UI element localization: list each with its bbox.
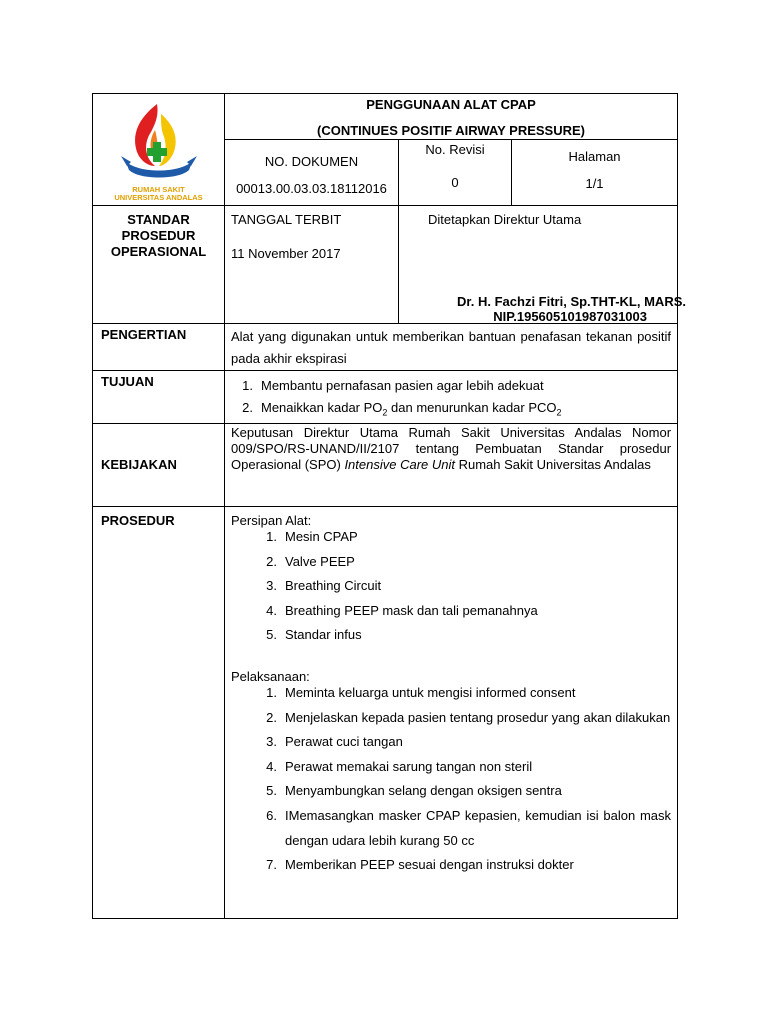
signer-name: Dr. H. Fachzi Fitri, Sp.THT-KL, MARS. xyxy=(457,294,686,309)
list-item-number: 5. xyxy=(266,627,277,643)
list-item xyxy=(249,755,671,780)
hospital-logo xyxy=(93,98,224,202)
document-subtitle: (CONTINUES POSITIF AIRWAY PRESSURE) xyxy=(317,123,586,138)
list-item-number: 2. xyxy=(266,553,277,569)
revision-label: No. Revisi xyxy=(425,142,485,157)
list-item-text: Perawat cuci tangan xyxy=(285,734,403,750)
list-item-number: 5. xyxy=(266,783,277,799)
logo-line2: UNIVERSITAS ANDALAS xyxy=(114,192,203,202)
list-item-number: 7. xyxy=(266,857,277,873)
list-item xyxy=(249,681,671,706)
list-item xyxy=(249,550,671,575)
doc-number-label: NO. DOKUMEN xyxy=(264,154,359,169)
pelaksanaan-list xyxy=(249,681,671,878)
approved-by-label: Ditetapkan Direktur Utama xyxy=(428,212,582,227)
logo-line1: RUMAH SAKIT xyxy=(132,184,185,194)
persiapan-title: Persipan Alat: xyxy=(231,513,312,528)
list-item-text: Valve PEEP xyxy=(285,553,355,569)
list-item xyxy=(225,397,671,419)
issue-date-value: 11 November 2017 xyxy=(231,246,341,261)
page-cell xyxy=(512,140,678,206)
list-item xyxy=(249,706,671,731)
tujuan-list xyxy=(225,371,678,424)
list-item-number: 2. xyxy=(242,400,253,415)
list-item-text: Menjelaskan kepada pasien tentang prosedur yang akan dilakukan xyxy=(285,709,671,725)
issue-date-cell xyxy=(225,206,399,324)
list-item-text: Menyambungkan selang dengan oksigen sentra xyxy=(285,783,562,799)
list-item xyxy=(249,730,671,755)
spo-document xyxy=(92,93,686,919)
tujuan-label: TUJUAN xyxy=(93,371,225,424)
list-item xyxy=(225,375,671,397)
list-item-text: Membantu pernafasan pasien agar lebih adekuat xyxy=(261,378,544,393)
list-item-number: 1. xyxy=(266,529,277,544)
list-item xyxy=(249,574,671,599)
list-item-text: Breathing Circuit xyxy=(285,578,382,594)
kebijakan-text-b: Rumah Sakit Universitas Andalas xyxy=(455,457,651,472)
tujuan-2-sub2: 2 xyxy=(556,407,562,418)
kebijakan-text-a: Keputusan Direktur Utama Rumah Sakit Universitas Andalas Nomor 009/SPO/RS-UNAND/II/2107 tentang Pembuatan Standar prosedur Operasional (SPO) xyxy=(231,425,672,472)
spo-label-line3: OPERASIONAL xyxy=(110,244,207,259)
list-item-number: 4. xyxy=(266,602,277,618)
list-item xyxy=(249,804,671,853)
spo-label-cell xyxy=(93,206,225,324)
kebijakan-text-italic: Intensive Care Unit xyxy=(344,457,455,472)
prosedur-content xyxy=(225,507,678,919)
persiapan-list xyxy=(249,525,671,648)
list-item-text: Meminta keluarga untuk mengisi informed consent xyxy=(285,684,576,700)
logo-cell xyxy=(93,94,225,206)
flame-cross-logo-icon xyxy=(117,100,201,186)
list-item-text: Memberikan PEEP sesuai dengan instruksi dokter xyxy=(285,857,574,873)
list-item-number: 1. xyxy=(242,378,253,393)
list-item-number: 6. xyxy=(266,807,277,823)
list-item-text: IMemasangkan masker CPAP kepasien, kemudian isi balon mask dengan udara lebih kurang 50 cc xyxy=(285,807,672,848)
pengertian-label: PENGERTIAN xyxy=(93,324,225,371)
list-item-number: 2. xyxy=(266,709,277,725)
list-item xyxy=(249,779,671,804)
document-title-cell xyxy=(225,94,678,140)
list-item-text: Breathing PEEP mask dan tali pemanahnya xyxy=(285,602,538,618)
doc-number-value: 00013.00.03.03.18112016 xyxy=(236,181,387,196)
list-item xyxy=(249,623,671,648)
list-item xyxy=(249,599,671,624)
page-value: 1/1 xyxy=(585,176,604,191)
list-item-text: Perawat memakai sarung tangan non steril xyxy=(285,758,533,774)
approval-cell xyxy=(399,206,686,324)
tujuan-2-a: Menaikkan kadar PO xyxy=(261,400,383,415)
list-item-number: 4. xyxy=(266,758,277,774)
issue-date-label: TANGGAL TERBIT xyxy=(231,212,342,227)
list-item-text xyxy=(261,397,671,419)
signer-nip: NIP.195605101987031003 xyxy=(493,309,647,324)
list-item-text: Mesin CPAP xyxy=(285,529,358,544)
list-item-number: 1. xyxy=(266,684,277,700)
document-title: PENGGUNAAN ALAT CPAP xyxy=(366,97,536,112)
prosedur-label: PROSEDUR xyxy=(93,507,225,919)
list-item-number: 3. xyxy=(266,734,277,750)
list-item xyxy=(249,853,671,878)
kebijakan-text xyxy=(225,424,678,507)
page-label: Halaman xyxy=(568,149,621,164)
tujuan-2-sub1: 2 xyxy=(382,407,388,418)
spo-label-line2: PROSEDUR xyxy=(121,228,196,243)
pengertian-text: Alat yang digunakan untuk memberikan bantuan penafasan tekanan positif pada akhir ekspirasi xyxy=(225,324,678,371)
spo-table xyxy=(92,93,686,919)
kebijakan-label: KEBIJAKAN xyxy=(93,424,225,507)
pelaksanaan-title: Pelaksanaan: xyxy=(231,668,310,684)
list-item-text: Standar infus xyxy=(285,627,362,643)
revision-value: 0 xyxy=(451,175,459,190)
doc-number-cell xyxy=(225,140,399,206)
list-item-number: 3. xyxy=(266,578,277,594)
revision-cell xyxy=(399,140,512,206)
list-item xyxy=(249,525,671,550)
tujuan-2-b: dan menurunkan kadar PCO xyxy=(387,400,557,415)
spo-label-line1: STANDAR xyxy=(127,212,190,227)
